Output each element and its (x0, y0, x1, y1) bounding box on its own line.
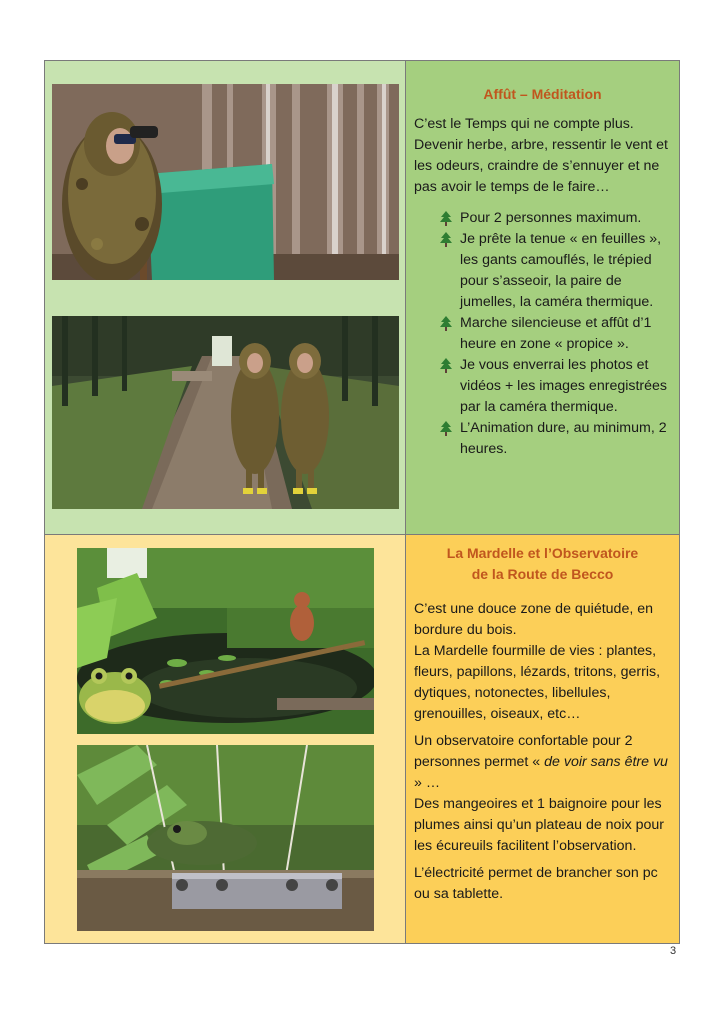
observatoire-text-start: Un observatoire confortable pour 2 personnes permet « (414, 733, 633, 770)
photo-cell-mardelle (45, 535, 406, 943)
tree-bullet-icon (440, 316, 452, 331)
paragraph-electricite: L’électricité permet de brancher son pc ou sa tablette. (414, 865, 658, 902)
photo-cell-affut (45, 61, 406, 535)
list-item (440, 355, 671, 418)
content-table (44, 60, 680, 944)
text-cell-mardelle (406, 535, 679, 943)
page-number: 3 (670, 945, 677, 957)
bullet-text: L’Animation dure, au minimum, 2 heures. (460, 420, 667, 457)
bullet-text: Je vous enverrai les photos et vidéos + les images enregistrées par la caméra thermique. (460, 357, 668, 415)
list-item (440, 208, 671, 229)
section-title-line1: La Mardelle et l’Observatoire (446, 545, 639, 561)
list-item (440, 229, 671, 313)
photo-two-people-forest-path (52, 316, 399, 509)
tree-bullet-icon (440, 211, 452, 226)
section-title-affut: Affût – Méditation (483, 86, 602, 102)
bullet-text: Je prête la tenue « en feuilles », les gants camouflés, le trépied pour s’asseoir, la paire de jumelles, la caméra thermique. (460, 231, 662, 310)
paragraph-quietude: C’est une douce zone de quiétude, en bordure du bois. (414, 601, 654, 638)
observatoire-text-end: » … (414, 775, 441, 791)
list-item (440, 418, 671, 460)
tree-bullet-icon (440, 358, 452, 373)
bullet-text: Pour 2 personnes maximum. (460, 210, 642, 226)
tree-bullet-icon (440, 421, 452, 436)
tree-bullet-icon (440, 232, 452, 247)
intro-paragraph-affut: C’est le Temps qui ne compte plus. Devenir herbe, arbre, ressentir le vent et les odeurs, craindre de s’ennuyer et ne pas avoir le temps de le faire… (414, 116, 668, 195)
section-title-line2: de la Route de Becco (471, 566, 614, 582)
photo-camouflaged-observer-binoculars (52, 84, 399, 280)
paragraph-mardelle-life: La Mardelle fourmille de vies : plantes, fleurs, papillons, lézards, tritons, gerris, dytiques, notonectes, libellules, grenouilles, oiseaux, etc… (414, 643, 661, 722)
paragraph-observatoire (414, 731, 671, 794)
bullet-list-affut (440, 208, 671, 460)
text-cell-affut (406, 61, 679, 535)
section-title-mardelle (414, 543, 671, 585)
paragraph-mangeoires: Des mangeoires et 1 baignoire pour les plumes ainsi qu’un plateau de noix pour les écureuils facilitent l’observation. (414, 796, 665, 854)
photo-pond-with-frog-figurine (77, 548, 374, 734)
photo-frog-on-wooden-plank (77, 745, 374, 931)
list-item (440, 313, 671, 355)
observatoire-quote: de voir sans être vu (544, 754, 668, 770)
bullet-text: Marche silencieuse et affût d’1 heure en zone « propice ». (460, 315, 652, 352)
